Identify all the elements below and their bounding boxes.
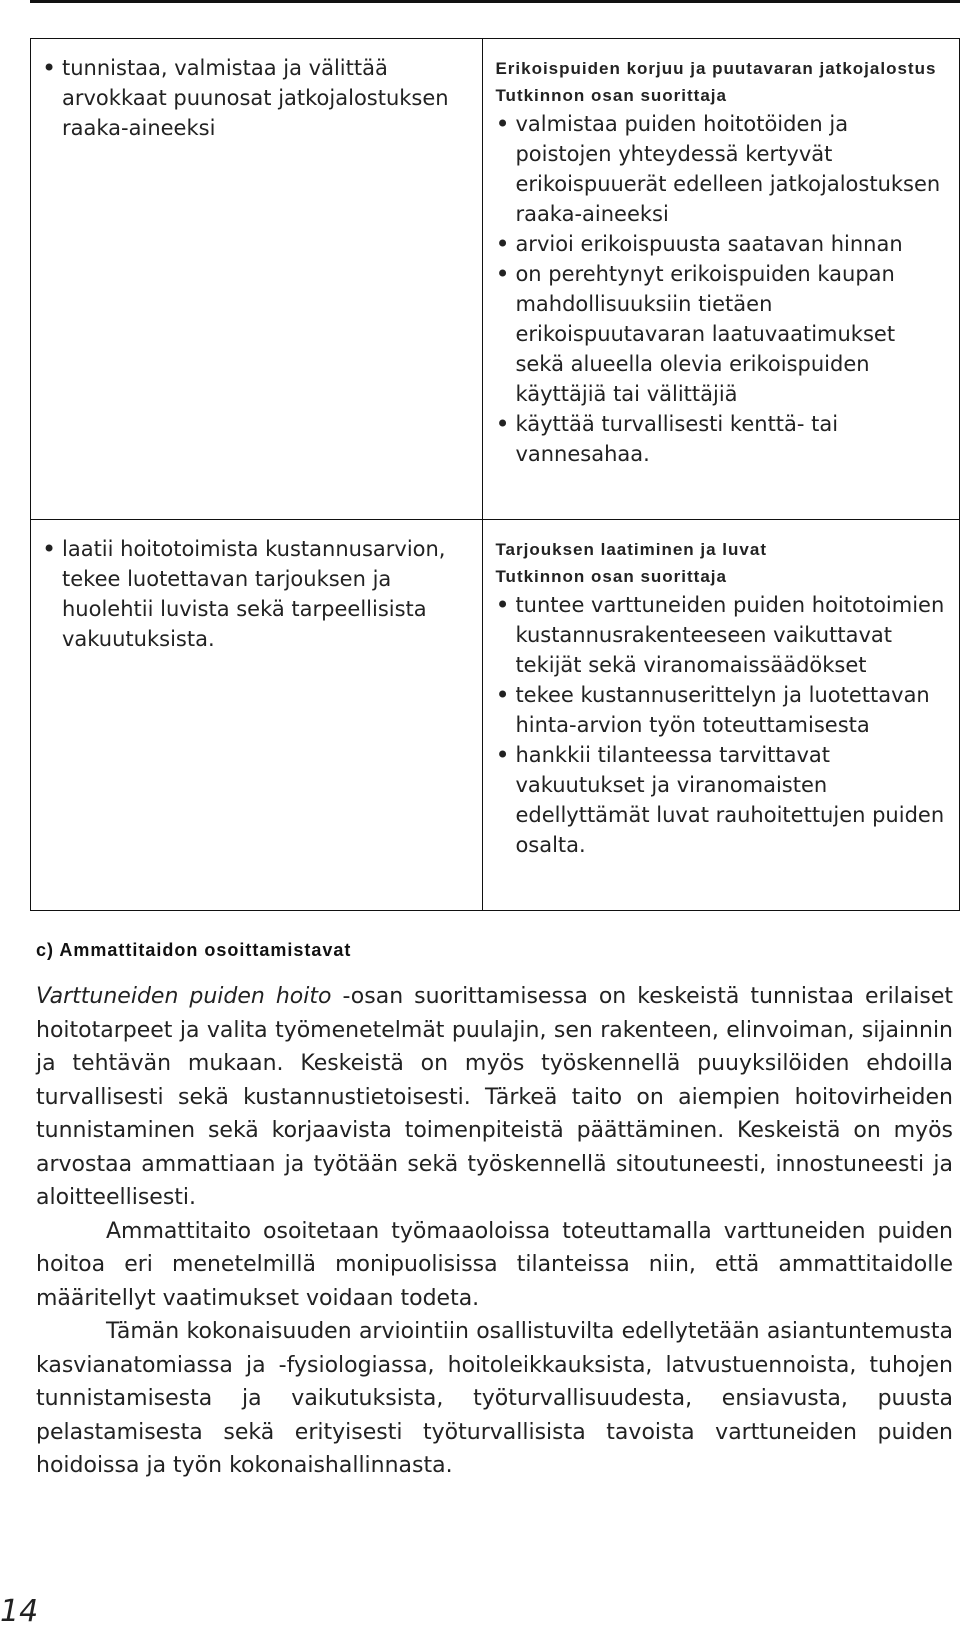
cell-subheading: Tutkinnon osan suorittaja xyxy=(495,567,727,586)
cell-subheading: Tutkinnon osan suorittaja xyxy=(495,86,727,105)
paragraph xyxy=(36,980,953,1215)
section-title: c) Ammattitaidon osoittamistavat xyxy=(36,940,352,960)
cell-heading: Erikoispuiden korjuu ja puutavaran jatkojalostus xyxy=(495,59,937,78)
table-row xyxy=(31,39,960,520)
italic-term: Varttuneiden puiden hoito xyxy=(36,984,332,1009)
paragraph-text: -osan suorittamisessa on keskeistä tunnistaa erilaiset hoitotarpeet ja valita työmenetelmät puulajin, sen rakenteen, elinvoiman, sijainnin ja tehtävän mukaan. Keskeistä on myös työskennellä puuyksilöiden ehdoilla turvallisesti sekä kustannustietoisesti. Tärkeä taito on aiempien hoitovirheiden tunnistaminen sekä korjaavista toimenpiteistä päättäminen. Keskeistä on myös arvostaa ammattiaan ja työtään sekä työskennellä sitoutuneesti, innostuneesti ja aloitteellisesti. xyxy=(36,984,954,1210)
right-cell xyxy=(483,39,960,520)
right-cell xyxy=(483,520,960,911)
list-item: • tekee kustannuserittelyn ja luotettavan hinta-arvion työn toteuttamisesta xyxy=(495,680,945,740)
list-item: • käyttää turvallisesti kenttä- tai vannesahaa. xyxy=(495,409,945,469)
cell-heading: Tarjouksen laatiminen ja luvat xyxy=(495,540,767,559)
page-number: 14 xyxy=(0,1594,39,1629)
list-item: • laatii hoitotoimista kustannusarvion, tekee luotettavan tarjouksen ja huolehtii luvista sekä tarpeellisista vakuutuksista. xyxy=(42,534,466,654)
paragraph: Tämän kokonaisuuden arviointiin osallistuvilta edellytetään asiantuntemusta kasvianatomiassa ja -fysiologiassa, hoitoleikkauksista, latvustuennoista, tuhojen tunnistamisesta ja vaikutuksista, työturvallisuudesta, ensiavusta, puusta pelastamisesta sekä erityisesti työturvallisista tavoista varttuneiden puiden hoidoissa ja työn kokonaishallinnasta. xyxy=(36,1319,953,1478)
list-item: • valmistaa puiden hoitotöiden ja poistojen yhteydessä kertyvät erikoispuuerät edelleen jatkojalostuksen raaka-aineeksi xyxy=(495,109,945,229)
left-cell xyxy=(31,520,483,911)
list-item: • tuntee varttuneiden puiden hoitotoimien kustannusrakenteeseen vaikuttavat tekijät sekä viranomaissäädökset xyxy=(495,590,945,680)
table-row xyxy=(31,520,960,911)
list-item: • on perehtynyt erikoispuiden kaupan mahdollisuuksiin tietäen erikoispuutavaran laatuvaatimukset sekä alueella olevia erikoispuiden käyttäjiä tai välittäjiä xyxy=(495,259,945,409)
list-item: • hankkii tilanteessa tarvittavat vakuutukset ja viranomaisten edellyttämät luvat rauhoitettujen puiden osalta. xyxy=(495,740,945,860)
criteria-table xyxy=(30,38,960,911)
list-item: • arvioi erikoispuusta saatavan hinnan xyxy=(495,229,945,259)
list-item: • tunnistaa, valmistaa ja välittää arvokkaat puunosat jatkojalostuksen raaka-aineeksi xyxy=(42,53,466,143)
top-rule xyxy=(30,0,960,3)
left-cell xyxy=(31,39,483,520)
paragraph: Ammattitaito osoitetaan työmaaoloissa toteuttamalla varttuneiden puiden hoitoa eri menetelmillä monipuolisissa tilanteissa niin, että ammattitaidolle määritellyt vaatimukset voidaan todeta. xyxy=(36,1218,953,1311)
section-body xyxy=(36,980,953,1483)
